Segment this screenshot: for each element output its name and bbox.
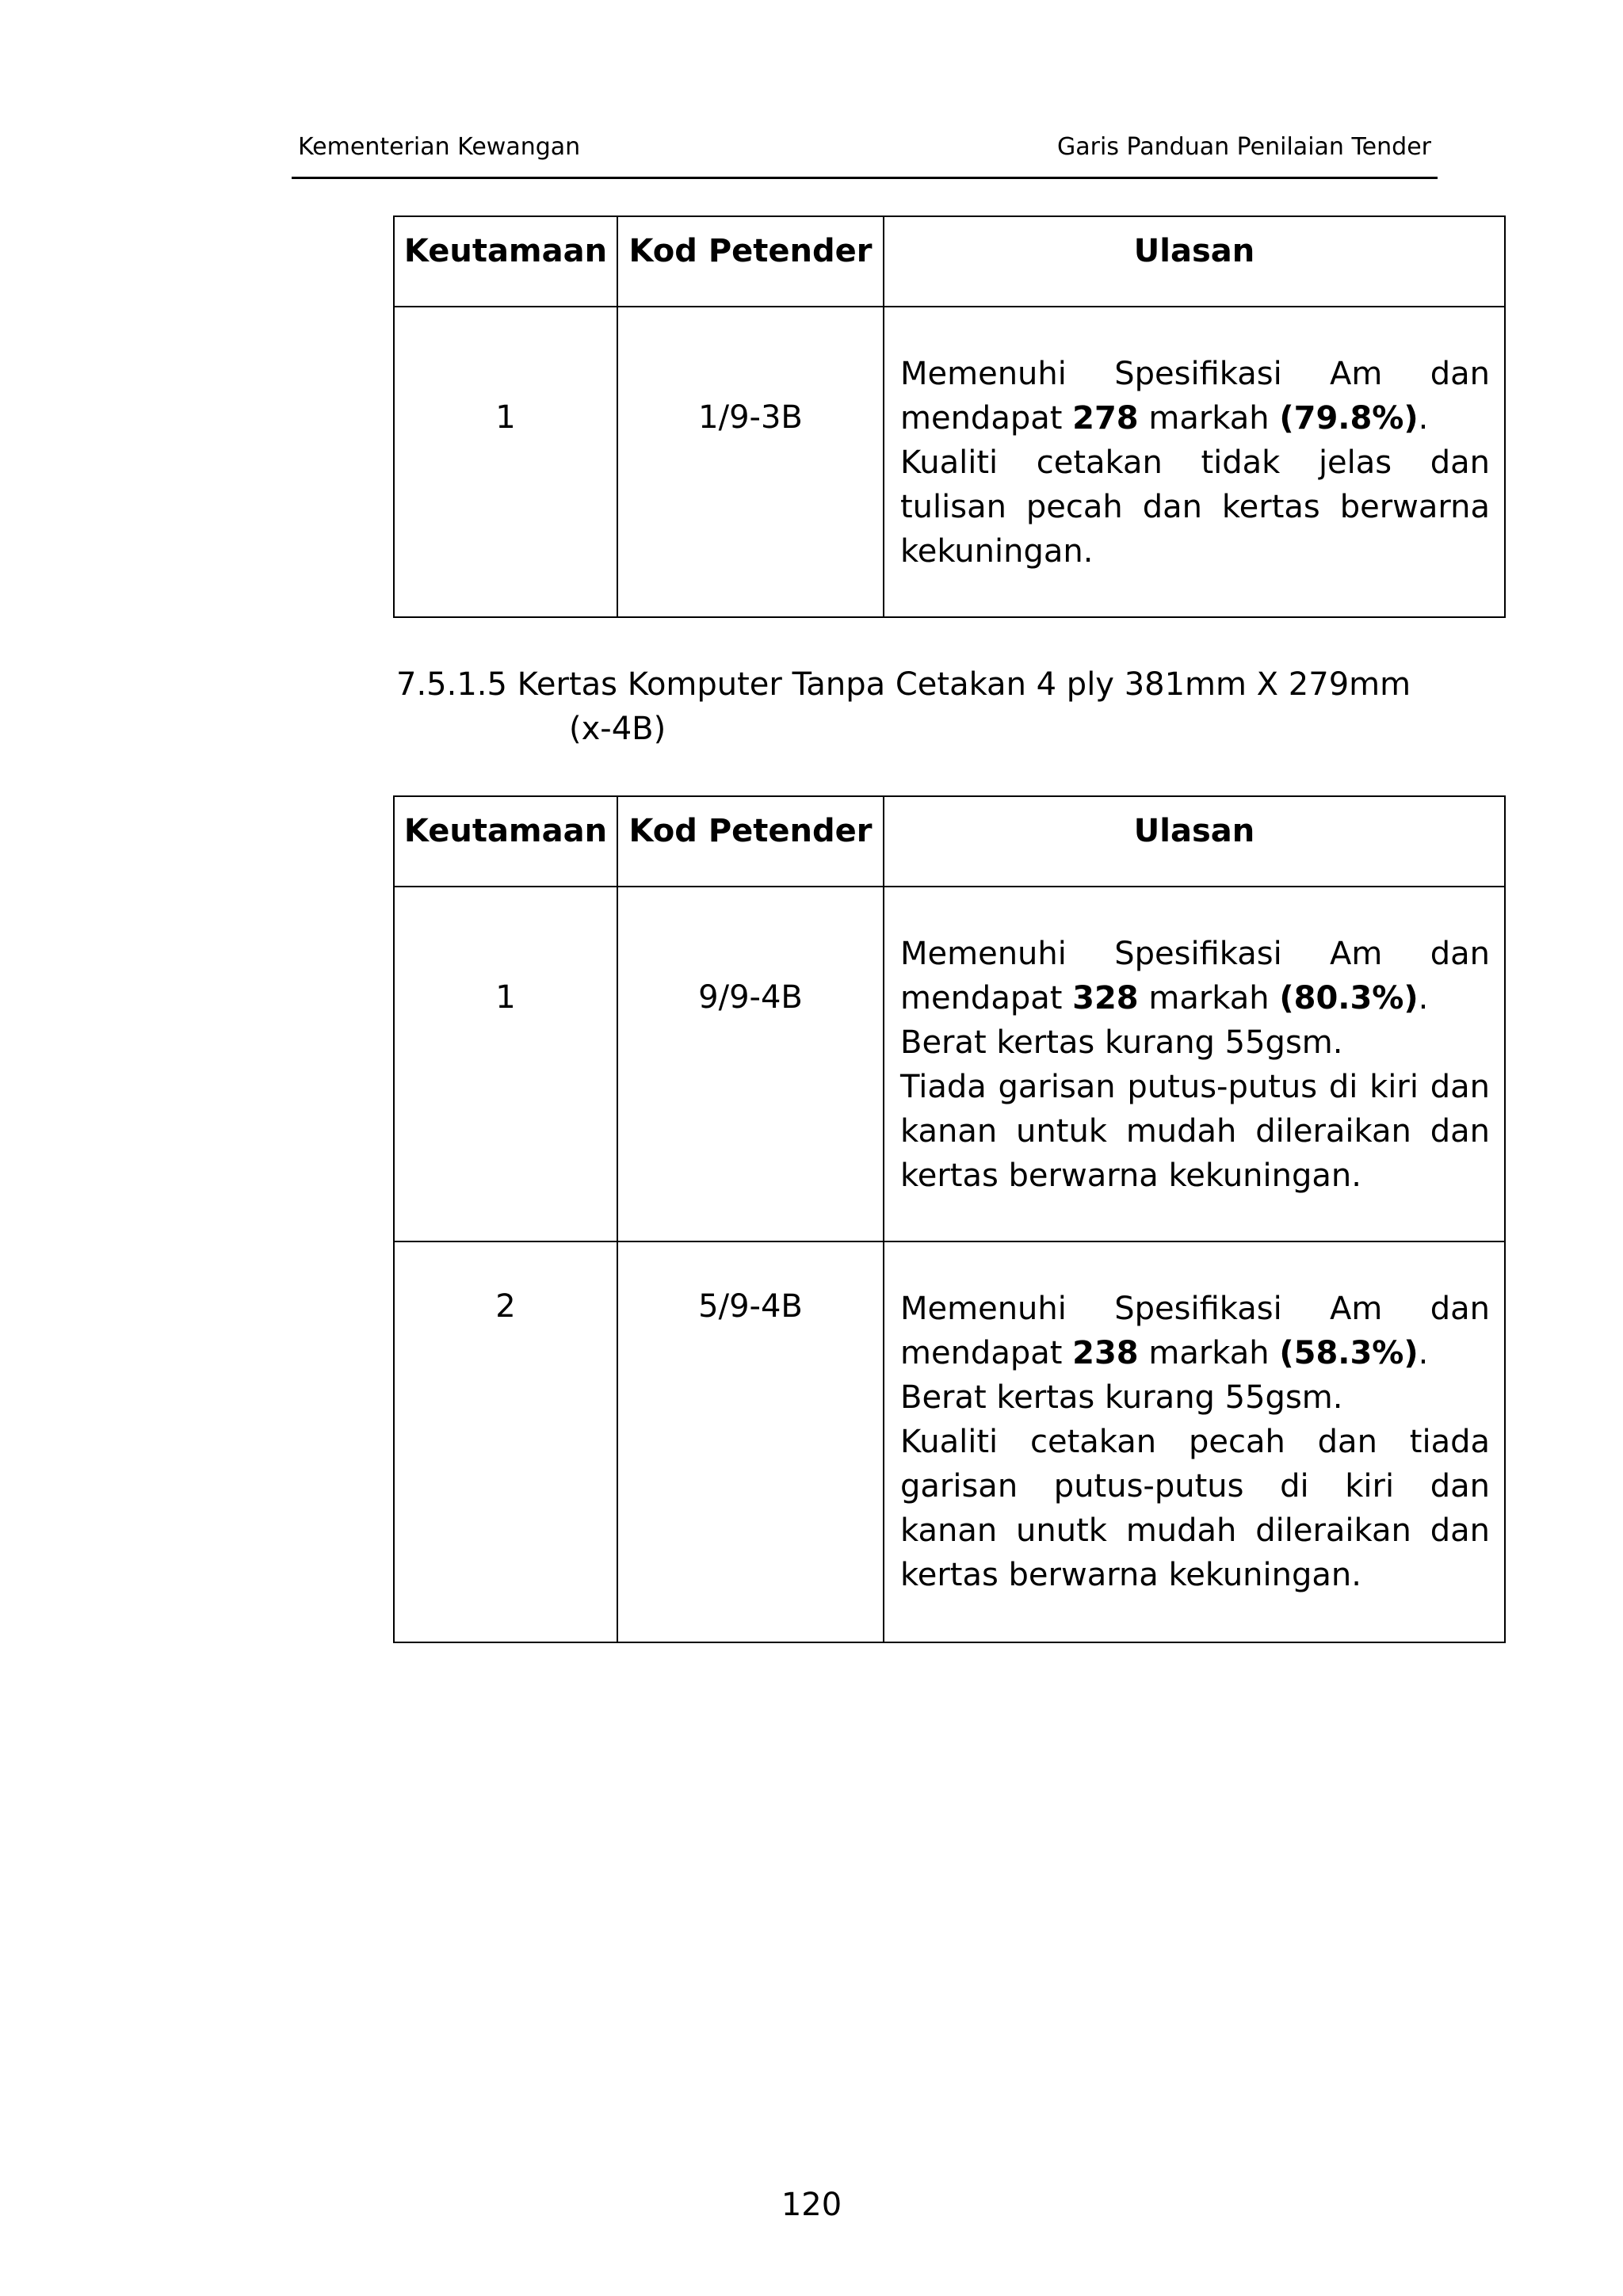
col-header-remarks: Ulasan <box>884 796 1505 887</box>
remarks-line: Berat kertas kurang 55gsm. <box>900 1379 1343 1416</box>
section-title: 7.5.1.5 Kertas Komputer Tanpa Cetakan 4 ply 381mm X 279mm <box>396 666 1411 703</box>
table-row <box>394 887 1505 1241</box>
table-row <box>394 1241 1505 1642</box>
page-header <box>292 127 1438 179</box>
remarks-text: . <box>1418 980 1429 1016</box>
marks-percent: (80.3%) <box>1279 980 1419 1016</box>
col-header-code: Kod Petender <box>617 216 884 307</box>
priority-cell: 1 <box>394 887 617 1241</box>
col-header-priority: Keutamaan <box>394 216 617 307</box>
evaluation-table-3b <box>393 215 1506 618</box>
marks-percent: (58.3%) <box>1279 1335 1419 1371</box>
remarks-line: Berat kertas kurang 55gsm. <box>900 1024 1343 1061</box>
remarks-text: markah <box>1138 980 1280 1016</box>
table-row <box>394 307 1505 617</box>
remarks-text: markah <box>1138 400 1280 437</box>
remarks-cell <box>884 307 1505 617</box>
evaluation-table-4b <box>393 795 1506 1643</box>
page-number: 120 <box>781 2187 842 2223</box>
section-code: (x-4B) <box>569 711 666 747</box>
col-header-remarks: Ulasan <box>884 216 1505 307</box>
table-header-row <box>394 796 1505 887</box>
remarks-line <box>900 932 1490 1020</box>
tenderer-code-cell: 9/9-4B <box>617 887 884 1241</box>
remarks-line: Kualiti cetakan pecah dan tiada garisan putus-putus di kiri dan kanan unutk mudah dileraikan dan kertas berwarna kekuningan. <box>900 1424 1490 1593</box>
priority-cell: 1 <box>394 307 617 617</box>
marks-value: 278 <box>1072 400 1139 437</box>
header-doc-title: Garis Panduan Penilaian Tender <box>1057 133 1431 161</box>
marks-value: 238 <box>1072 1335 1139 1371</box>
remarks-text: . <box>1418 1335 1429 1371</box>
remarks-text: Memenuhi Spesifikasi Am dan mendapat <box>900 936 1490 1016</box>
priority-cell: 2 <box>394 1241 617 1642</box>
remarks-cell <box>884 887 1505 1241</box>
remarks-line: Tiada garisan putus-putus di kiri dan kanan untuk mudah dileraikan dan kertas berwarna kekuningan. <box>900 1069 1490 1194</box>
remarks-text: . <box>1418 400 1429 437</box>
section-heading <box>396 662 1411 751</box>
remarks-line <box>900 1287 1490 1375</box>
header-ministry: Kementerian Kewangan <box>298 133 581 161</box>
remarks-cell <box>884 1241 1505 1642</box>
tenderer-code-cell: 5/9-4B <box>617 1241 884 1642</box>
remarks-text: Memenuhi Spesifikasi Am dan mendapat <box>900 1291 1490 1371</box>
col-header-code: Kod Petender <box>617 796 884 887</box>
remarks-line <box>900 352 1490 441</box>
remarks-line: Kualiti cetakan tidak jelas dan tulisan pecah dan kertas berwarna kekuningan. <box>900 444 1490 570</box>
table-header-row <box>394 216 1505 307</box>
remarks-text: markah <box>1138 1335 1280 1371</box>
tenderer-code-cell: 1/9-3B <box>617 307 884 617</box>
marks-percent: (79.8%) <box>1279 400 1419 437</box>
marks-value: 328 <box>1072 980 1139 1016</box>
remarks-text: Memenuhi Spesifikasi Am dan mendapat <box>900 356 1490 437</box>
col-header-priority: Keutamaan <box>394 796 617 887</box>
